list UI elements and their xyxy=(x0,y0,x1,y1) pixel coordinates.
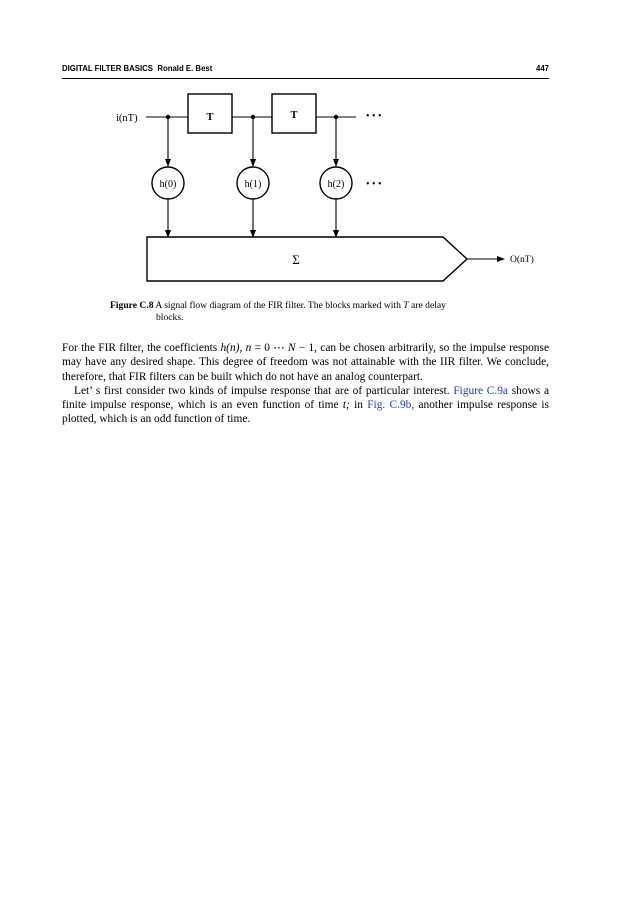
output-label: O(nT) xyxy=(510,255,534,265)
paragraph-1-eq: = 0 ⋯ xyxy=(254,342,285,354)
fir-signal-flow-diagram xyxy=(0,0,636,300)
header-section: DIGITAL FILTER BASICS xyxy=(62,64,153,73)
sum-symbol: Σ xyxy=(292,252,300,267)
coefficient-label-1: h(1) xyxy=(244,179,262,190)
tap-ellipsis: • • • xyxy=(366,179,382,190)
caption-var-t: T xyxy=(403,300,409,311)
caption-text-line2: blocks. xyxy=(156,312,184,323)
paragraph-1 xyxy=(62,341,549,384)
figure-label: Figure C.8 xyxy=(110,300,154,311)
figure-caption xyxy=(110,300,548,324)
paragraph-2-text-c: in xyxy=(354,399,363,412)
header-author: Ronald E. Best xyxy=(157,64,213,73)
paragraph-1-hn: h(n), xyxy=(220,342,243,354)
paragraph-2-text-b: shows a finite impulse response, which is an even function of time xyxy=(62,384,549,412)
paragraph-1-N: N xyxy=(287,342,296,354)
coefficient-label-0: h(0) xyxy=(159,179,177,190)
coefficient-label-2: h(2) xyxy=(327,179,345,190)
top-ellipsis: • • • xyxy=(366,111,382,122)
figure-c9b-link[interactable]: Fig. C.9b, xyxy=(367,399,415,412)
body-text xyxy=(62,341,549,427)
summing-block xyxy=(147,237,467,281)
paragraph-2 xyxy=(62,384,549,427)
delay-label-1: T xyxy=(206,112,214,123)
paragraph-2-text-d: another impulse response is plotted, which is an odd function of time. xyxy=(62,399,549,426)
paragraph-2-text-a: Let’ s first consider two kinds of impulse response that are of particular interest. xyxy=(74,384,450,397)
paragraph-1-text-b: − 1, can be chosen arbitrarily, so the impulse response may have any desired shape. This degree of freedom was not attainable with the IIR filter. We conclude, therefore, that FIR filters can be built which do not have an analog counterpart. xyxy=(62,342,549,383)
figure-c9a-link[interactable]: Figure C.9a xyxy=(453,384,508,397)
paragraph-2-var-t: t; xyxy=(342,399,350,412)
page-number: 447 xyxy=(535,64,549,73)
paragraph-1-n: n xyxy=(245,342,252,354)
delay-label-2: T xyxy=(290,110,298,121)
caption-text: A signal flow diagram of the FIR filter. The blocks marked with xyxy=(155,300,401,311)
caption-text-end: are delay xyxy=(411,300,446,311)
paragraph-1-text-a: For the FIR filter, the coefficients xyxy=(62,342,218,354)
input-label: i(nT) xyxy=(116,113,138,124)
